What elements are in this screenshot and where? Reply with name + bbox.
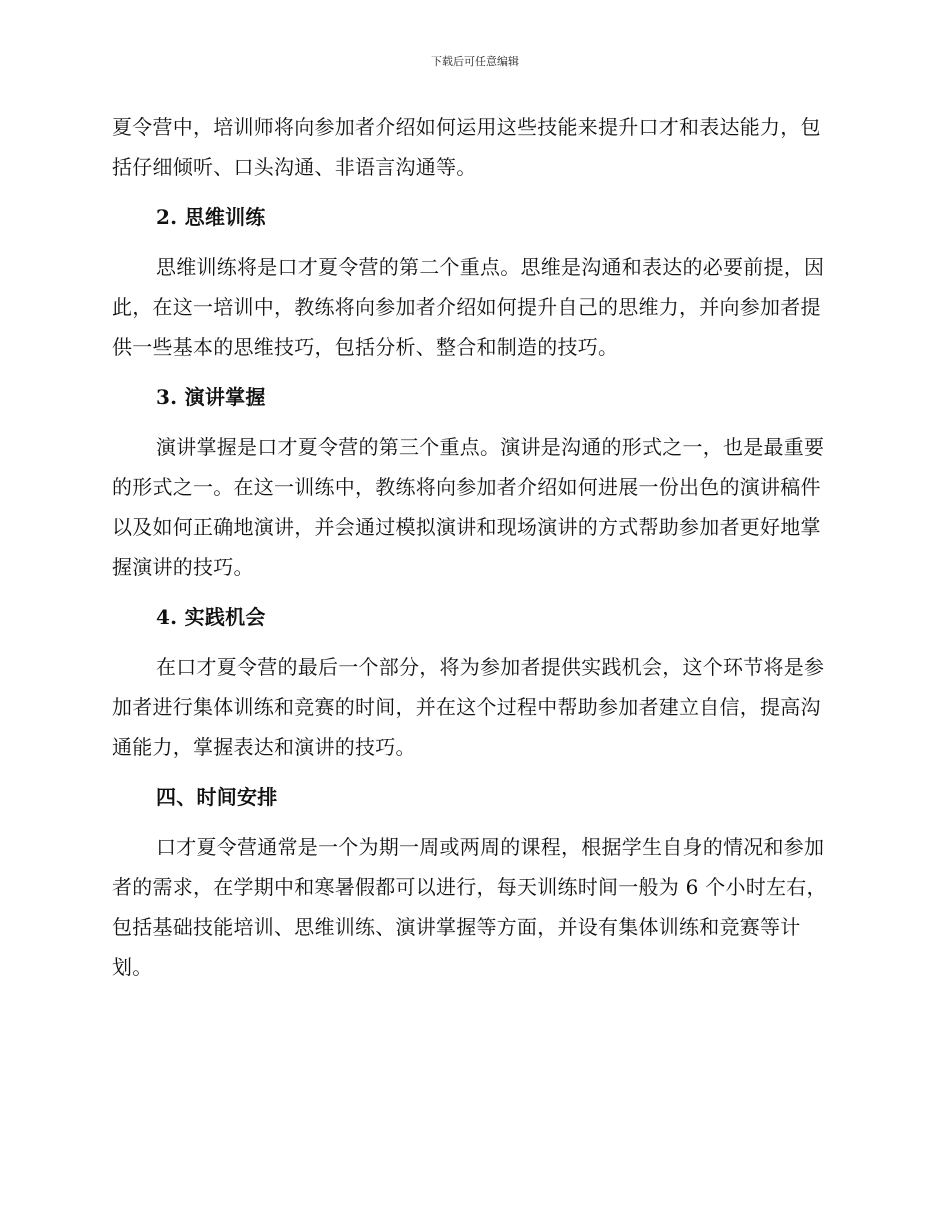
section-2-heading: 2. 思维训练 [156, 205, 266, 229]
intro-paragraph: 夏令营中，培训师将向参加者介绍如何运用这些技能来提升口才和表达能力，包括仔细倾听、口头沟通、非语言沟通等。 [112, 115, 821, 179]
section-3-heading: 3. 演讲掌握 [156, 385, 266, 409]
section-4-paragraph: 在口才夏令营的最后一个部分，将为参加者提供实践机会，这个环节将是参加者进行集体训练和竞赛的时间，并在这个过程中帮助参加者建立自信，提高沟通能力，掌握表达和演讲的技巧。 [112, 655, 825, 759]
section-2-paragraph: 思维训练将是口才夏令营的第二个重点。思维是沟通和表达的必要前提，因此，在这一培训中，教练将向参加者介绍如何提升自己的思维力，并向参加者提供一些基本的思维技巧，包括分析、整合和制造的技巧。 [112, 255, 825, 359]
section-3-paragraph: 演讲掌握是口才夏令营的第三个重点。演讲是沟通的形式之一，也是最重要的形式之一。在这一训练中，教练将向参加者介绍如何进展一份出色的演讲稿件以及如何正确地演讲，并会通过模拟演讲和现场演讲的方式帮助参加者更好地掌握演讲的技巧。 [112, 435, 825, 579]
part-4-paragraph: 口才夏令营通常是一个为期一周或两周的课程，根据学生自身的情况和参加者的需求，在学期中和寒暑假都可以进行，每天训练时间一般为 6 个小时左右，包括基础技能培训、思维训练、演讲掌握等方面，并设有集体训练和竞赛等计划。 [112, 835, 827, 979]
document-body [112, 107, 834, 997]
page-header-note: 下载后可任意编辑 [431, 55, 519, 68]
section-4-heading: 4. 实践机会 [156, 605, 266, 629]
part-4-heading: 四、时间安排 [156, 785, 278, 809]
